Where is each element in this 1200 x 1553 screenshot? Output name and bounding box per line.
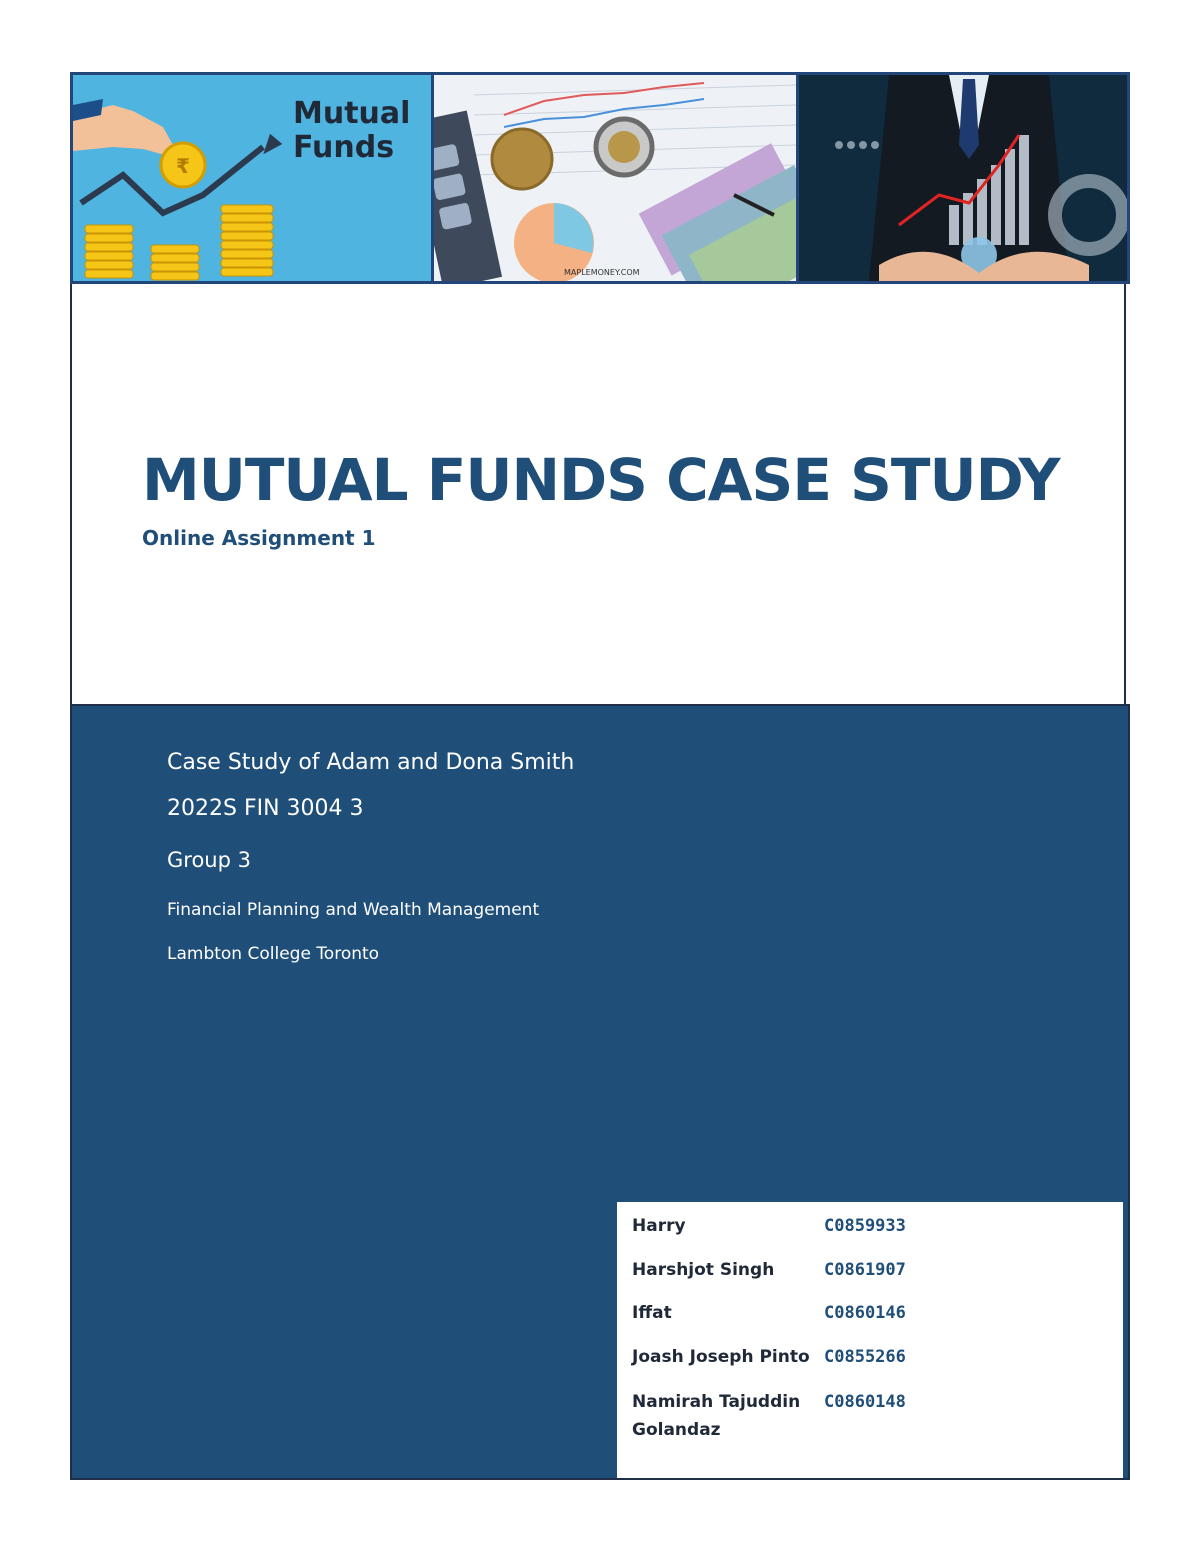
- coin-stacks: [85, 205, 273, 280]
- member-name: Iffat: [632, 1303, 672, 1323]
- case-study-line: Case Study of Adam and Dona Smith: [167, 750, 575, 775]
- member-row: [632, 1212, 906, 1240]
- member-name: Namirah Tajuddin Golandaz: [632, 1392, 801, 1440]
- desk-illustration: [434, 75, 796, 281]
- member-row: [632, 1343, 906, 1371]
- businessman-illustration: [799, 75, 1127, 281]
- red-line: [504, 83, 704, 115]
- finance-desk-photo: [431, 75, 796, 281]
- member-id: C0861907: [824, 1260, 906, 1280]
- heading-line-2: Funds: [293, 130, 395, 165]
- mutual-funds-heading: [293, 97, 410, 165]
- member-id: C0860146: [824, 1303, 906, 1323]
- members-table: [617, 1202, 1123, 1478]
- banknotes: [639, 132, 796, 281]
- gold-coin: [492, 129, 552, 189]
- member-row: [632, 1388, 906, 1444]
- svg-text:₹: ₹: [176, 154, 190, 178]
- member-name: Harshjot Singh: [632, 1260, 775, 1280]
- member-id: C0860148: [824, 1392, 906, 1412]
- maplemoney-watermark: MAPLEMONEY.COM: [564, 268, 640, 277]
- member-id: C0855266: [824, 1347, 906, 1367]
- page-title: MUTUAL FUNDS CASE STUDY: [142, 446, 1060, 514]
- member-name: Harry: [632, 1216, 686, 1236]
- program-name: Financial Planning and Wealth Management: [167, 900, 540, 920]
- heading-line-1: Mutual: [293, 96, 411, 131]
- college-name: Lambton College Toronto: [167, 944, 380, 964]
- header-banner: [70, 72, 1130, 284]
- mutual-funds-illustration: [73, 75, 431, 281]
- details-block: [70, 704, 1130, 1480]
- course-code: 2022S FIN 3004 3: [167, 796, 364, 821]
- member-row: [632, 1256, 906, 1284]
- group-label: Group 3: [167, 848, 251, 872]
- businessman-photo: [796, 75, 1127, 281]
- page-subtitle: Online Assignment 1: [142, 526, 376, 550]
- member-name: Joash Joseph Pinto: [632, 1347, 810, 1367]
- member-row: [632, 1299, 906, 1327]
- member-id: C0859933: [824, 1216, 906, 1236]
